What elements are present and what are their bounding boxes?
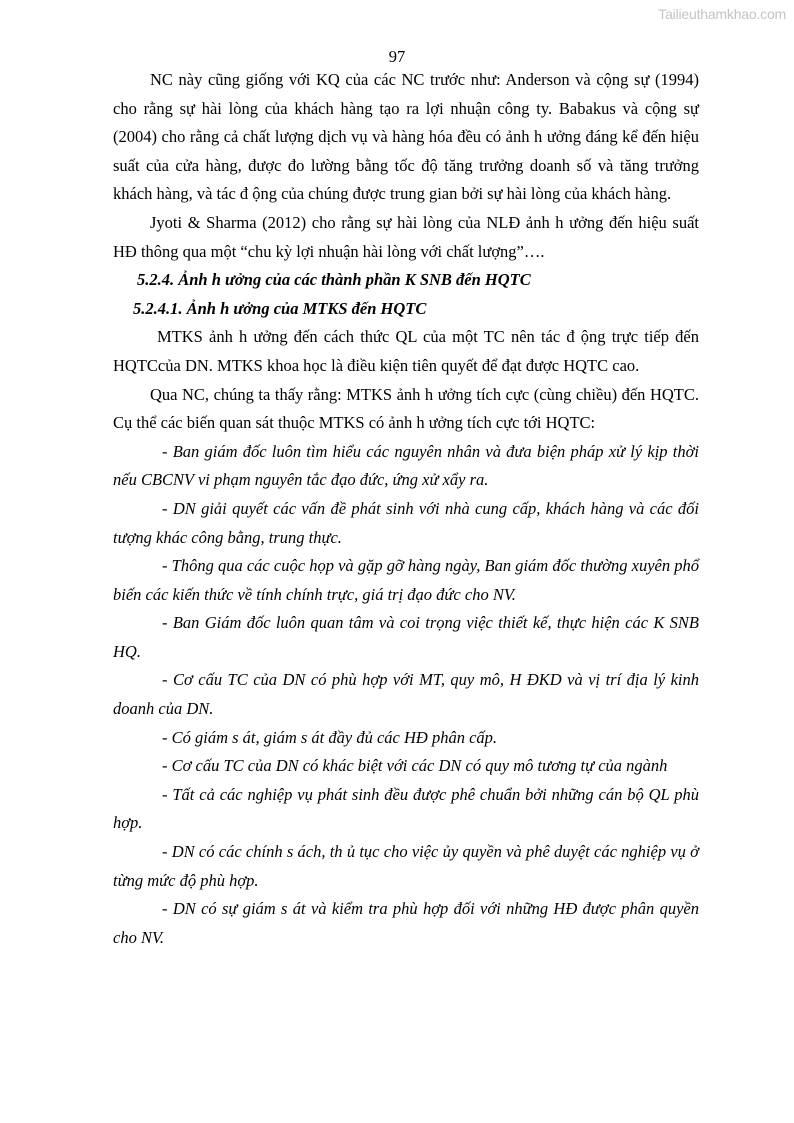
list-item: - Cơ cấu TC của DN có khác biệt với các DN có quy mô tương tự của ngành [162,756,668,776]
list-item: - Tất cả các nghiệp vụ phát sinh đều được phê chuẩn bởi những cán bộ QL phù hợp. [113,784,699,833]
list-item: - Ban Giám đốc luôn quan tâm và coi trọng việc thiết kế, thực hiện các K SNB HQ. [113,613,699,661]
paragraph: MTKS ảnh h ưởng đến cách thức QL của một TC nên tác đ ộng trực tiếp đến HQTCcủa DN. MTKS khoa học là điều kiện tiên quyết để đạt được HQTC cao. [113,327,699,375]
list-item: - DN có các chính s ách, th ủ tục cho việc ủy quyền và phê duyệt các nghiệp vụ ở từng mức độ phù hợp. [113,842,699,890]
paragraph: Jyoti & Sharma (2012) cho rằng sự hài lòng của NLĐ ảnh h ưởng đến hiệu suất HĐ thông qua một “chu kỳ lợi nhuận hài lòng với chất lượng”…. [113,212,699,261]
list-item: - DN giải quyết các vấn đề phát sinh với nhà cung cấp, khách hàng và các đối tượng khác công bằng, trung thực. [113,498,699,547]
list-item: - Thông qua các cuộc họp và gặp gỡ hàng ngày, Ban giám đốc thường xuyên phổ biến các kiến thức về tính chính trực, giá trị đạo đức cho NV. [113,556,699,604]
page-number: 97 [388,47,406,66]
subsection-heading: 5.2.4.1. Ảnh h ưởng của MTKS đến HQTC [133,298,427,318]
document-body [113,66,699,952]
list-item: - Cơ cấu TC của DN có phù hợp với MT, quy mô, H ĐKD và vị trí địa lý kinh doanh của DN. [113,670,699,719]
list-item: - Ban giám đốc luôn tìm hiểu các nguyên nhân và đưa biện pháp xử lý kịp thời nếu CBCNV vi phạm nguyên tắc đạo đức, ứng xử xẩy ra. [113,441,699,490]
list-item: - Có giám s át, giám s át đầy đủ các HĐ phân cấp. [162,727,498,747]
section-heading: 5.2.4. Ảnh h ưởng của các thành phần K SNB đến HQTC [137,270,531,290]
list-item: - DN có sự giám s át và kiểm tra phù hợp đối với những HĐ được phân quyền cho NV. [113,899,699,947]
paragraph: NC này cũng giống với KQ của các NC trước như: Anderson và cộng sự (1994) cho rằng sự hài lòng của khách hàng tạo ra lợi nhuận công ty. Babakus và cộng sự (2004) cho rằng cả chất lượng dịch vụ và hàng hóa đều có ảnh h ưởng đáng kể đến hiệu suất của cửa hàng, được đo lường bằng tốc độ tăng trưởng doanh số và tăng trưởng khách hàng, và tác đ ộng của chúng được trung gian bởi sự hài lòng của khách hàng. [113,70,699,204]
paragraph: Qua NC, chúng ta thấy rằng: MTKS ảnh h ưởng tích cực (cùng chiều) đến HQTC. Cụ thể các biến quan sát thuộc MTKS có ảnh h ưởng tích cực tới HQTC: [113,384,699,433]
watermark: Tailieuthamkhao.com [658,6,786,22]
